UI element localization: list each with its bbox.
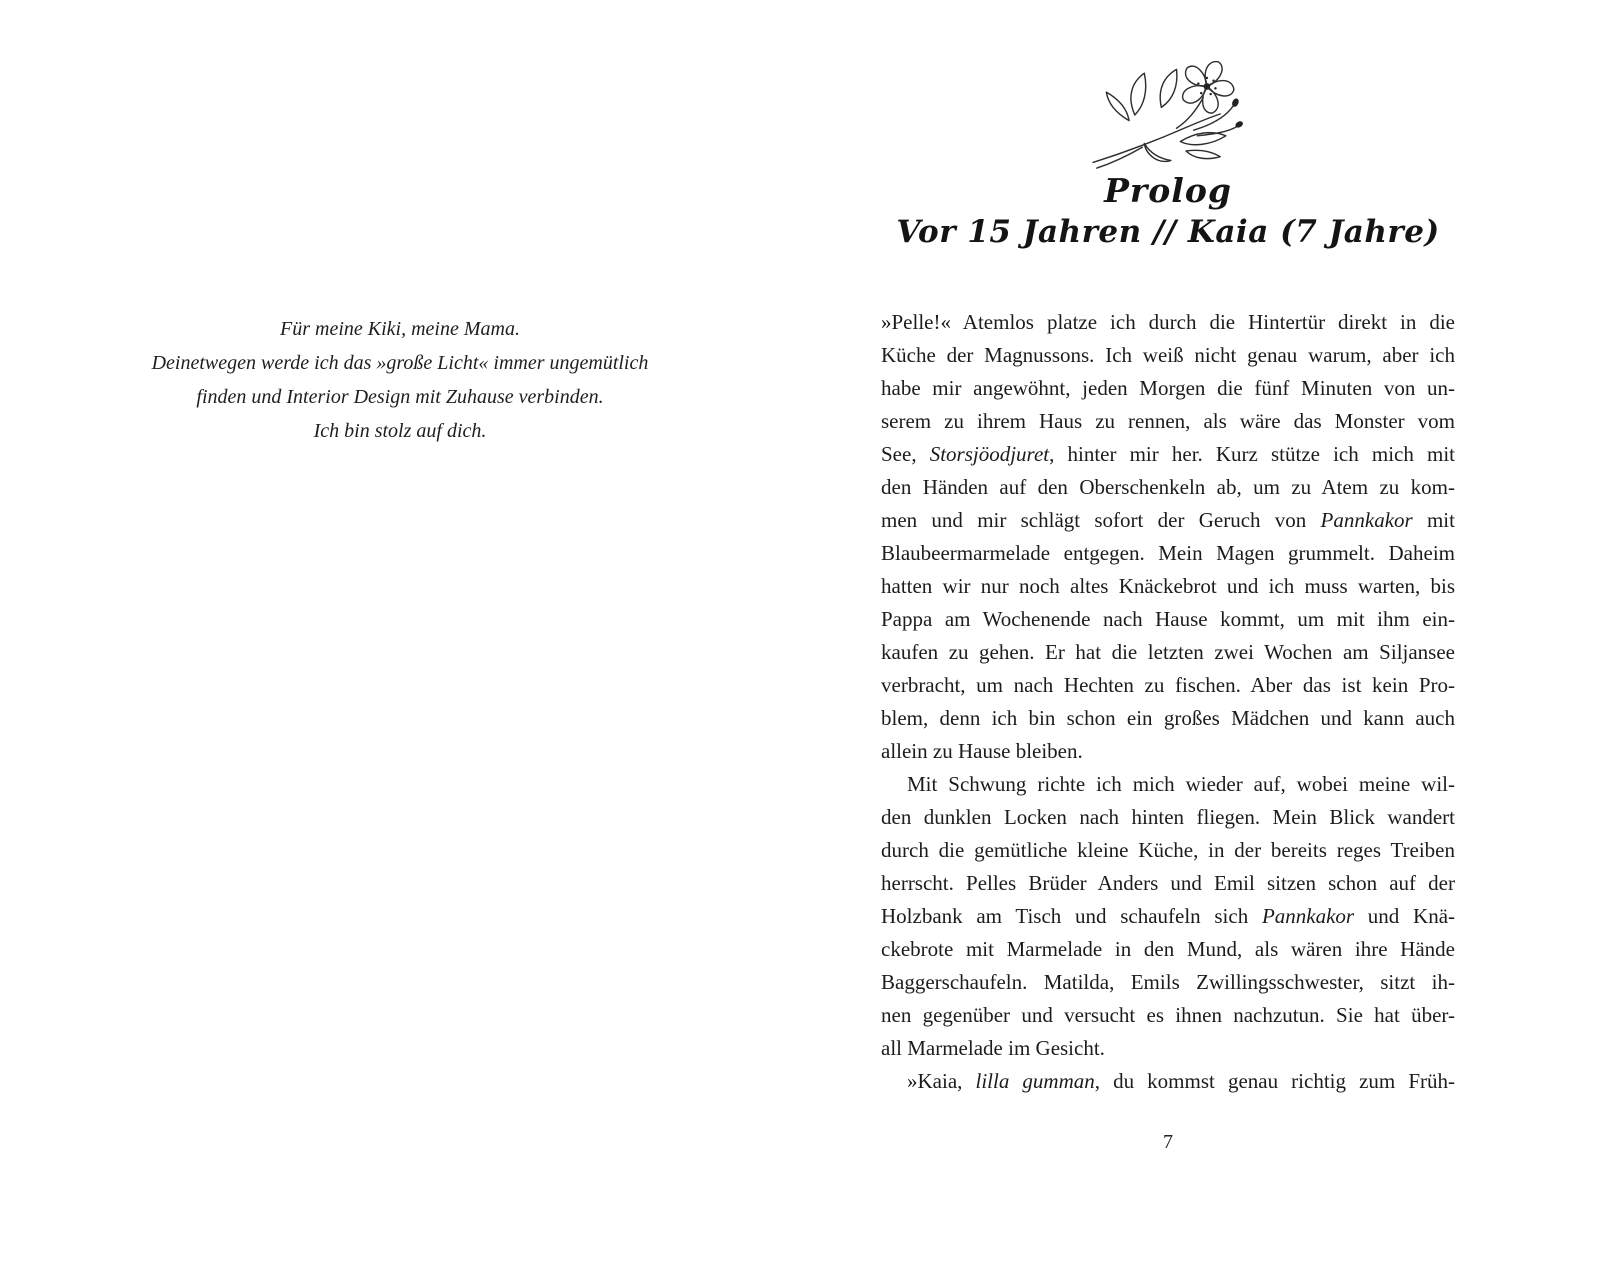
chapter-subtitle: Vor 15 Jahren // Kaia (7 Jahre) bbox=[896, 214, 1440, 250]
italic-phrase: lilla gumman bbox=[975, 1069, 1095, 1093]
text-segment: ckebrote mit Marmelade in den Mund, als wären ihre Hände bbox=[881, 937, 1455, 961]
page-number: 7 bbox=[1163, 1131, 1173, 1153]
body-line bbox=[881, 867, 1455, 900]
body-line bbox=[881, 306, 1455, 339]
text-segment: See, bbox=[881, 442, 930, 466]
body-line bbox=[881, 669, 1455, 702]
text-segment: blem, denn ich bin schon ein großes Mädchen und kann auch bbox=[881, 706, 1455, 730]
body-line bbox=[881, 537, 1455, 570]
chapter-header bbox=[881, 58, 1455, 252]
text-segment: , du kommst genau richtig zum Früh- bbox=[1094, 1069, 1455, 1093]
text-segment: und Knä- bbox=[1354, 904, 1456, 928]
body-line bbox=[881, 438, 1455, 471]
body-line bbox=[881, 801, 1455, 834]
body-line bbox=[881, 999, 1455, 1032]
text-segment: all Marmelade im Gesicht. bbox=[881, 1036, 1105, 1060]
text-segment: Blaubeermarmelade entgegen. Mein Magen grummelt. Daheim bbox=[881, 541, 1455, 565]
italic-phrase: Pannkakor bbox=[1320, 508, 1413, 532]
body-line bbox=[881, 372, 1455, 405]
text-segment: kaufen zu gehen. Er hat die letzten zwei Wochen am Siljansee bbox=[881, 640, 1455, 664]
body-line bbox=[881, 900, 1455, 933]
italic-phrase: Pannkakor bbox=[1261, 904, 1355, 928]
text-segment: verbracht, um nach Hechten zu fischen. Aber das ist kein Pro- bbox=[881, 673, 1455, 697]
right-page bbox=[800, 0, 1600, 1274]
text-segment: den dunklen Locken nach hinten fliegen. Mein Blick wandert bbox=[881, 805, 1455, 829]
text-segment: allein zu Hause bleiben. bbox=[881, 739, 1083, 763]
body-line bbox=[881, 834, 1455, 867]
dedication-line: Deinetwegen werde ich das »große Licht« immer ungemütlich bbox=[151, 352, 649, 374]
italic-phrase: Storsjöodjuret bbox=[929, 442, 1050, 466]
body-line bbox=[881, 339, 1455, 372]
text-segment: durch die gemütliche kleine Küche, in der bereits reges Treiben bbox=[881, 838, 1455, 862]
text-segment: »Kaia, bbox=[907, 1069, 976, 1093]
body-line bbox=[881, 966, 1455, 999]
body-line bbox=[881, 504, 1455, 537]
chapter-body bbox=[881, 306, 1455, 1098]
text-segment: habe mir angewöhnt, jeden Morgen die fünf Minuten von un- bbox=[881, 376, 1455, 400]
body-line bbox=[881, 471, 1455, 504]
text-segment: hatten wir nur noch altes Knäckebrot und ich muss warten, bis bbox=[881, 574, 1455, 598]
text-segment: »Pelle!« Atemlos platze ich durch die Hintertür direkt in die bbox=[881, 310, 1455, 334]
text-segment: herrscht. Pelles Brüder Anders und Emil sitzen schon auf der bbox=[881, 871, 1455, 895]
body-line bbox=[881, 636, 1455, 669]
text-segment: serem zu ihrem Haus zu rennen, als wäre das Monster vom bbox=[881, 409, 1455, 433]
text-segment: Küche der Magnussons. Ich weiß nicht genau warum, aber ich bbox=[881, 343, 1455, 367]
body-line bbox=[881, 702, 1455, 735]
body-line bbox=[881, 768, 1455, 801]
text-segment: , hinter mir her. Kurz stütze ich mich mit bbox=[1049, 442, 1455, 466]
text-segment: Holzbank am Tisch und schaufeln sich bbox=[881, 904, 1262, 928]
body-line bbox=[881, 1065, 1455, 1098]
text-segment: Pappa am Wochenende nach Hause kommt, um mit ihm ein- bbox=[881, 607, 1455, 631]
text-segment: nen gegenüber und versucht es ihnen nachzutun. Sie hat über- bbox=[881, 1003, 1455, 1027]
body-line bbox=[881, 1032, 1455, 1065]
body-line bbox=[881, 603, 1455, 636]
chapter-title: Prolog bbox=[1104, 171, 1232, 210]
text-segment: Mit Schwung richte ich mich wieder auf, wobei meine wil- bbox=[907, 772, 1455, 796]
body-line bbox=[881, 405, 1455, 438]
body-line bbox=[881, 735, 1455, 768]
dedication-line: Ich bin stolz auf dich. bbox=[313, 420, 487, 442]
text-segment: Baggerschaufeln. Matilda, Emils Zwillingsschwester, sitzt ih- bbox=[881, 970, 1455, 994]
body-line bbox=[881, 570, 1455, 603]
text-segment: mit bbox=[1412, 508, 1455, 532]
dedication-line: finden und Interior Design mit Zuhause verbinden. bbox=[196, 386, 604, 408]
text-segment: men und mir schlägt sofort der Geruch von bbox=[881, 508, 1321, 532]
text-segment: den Händen auf den Oberschenkeln ab, um zu Atem zu kom- bbox=[881, 475, 1455, 499]
flower-sprig-icon bbox=[1083, 58, 1253, 170]
body-line bbox=[881, 933, 1455, 966]
dedication bbox=[100, 312, 700, 448]
dedication-line: Für meine Kiki, meine Mama. bbox=[280, 318, 520, 340]
